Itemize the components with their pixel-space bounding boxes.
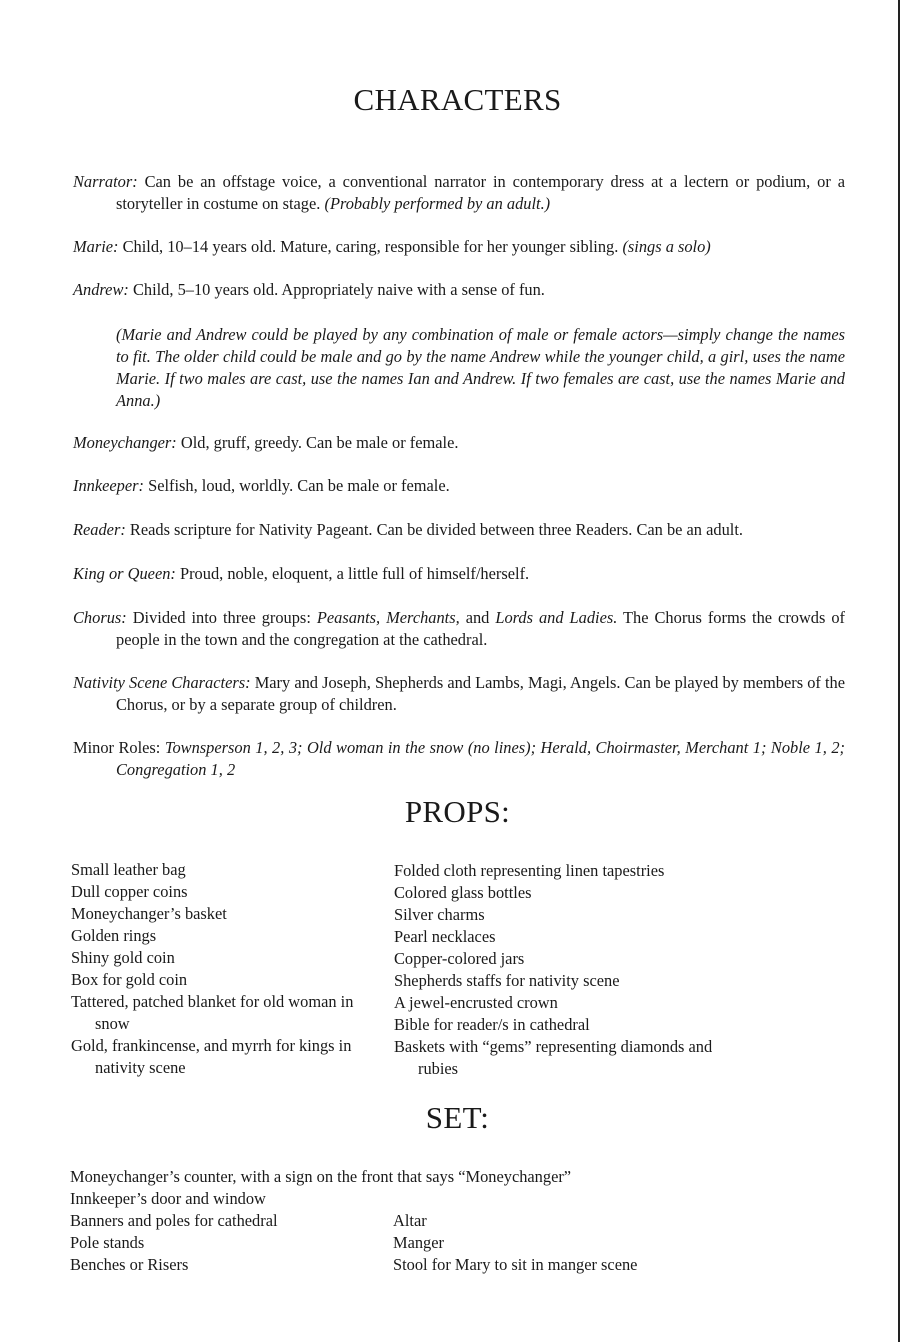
set-list-left [70, 1210, 370, 1276]
role-description: Proud, noble, eloquent, a little full of himself/herself. [175, 564, 530, 584]
role-description: Child, 10–14 years old. Mature, caring, responsible for her younger sibling. [118, 237, 623, 257]
role-name: Marie: [73, 237, 119, 257]
role-name: Nativity Scene Characters: [73, 673, 251, 693]
role-description: Reads scripture for Nativity Pageant. Can be divided between three Readers. Can be an adult. [125, 520, 743, 540]
role-name: Innkeeper: [73, 476, 144, 496]
list-item: Moneychanger’s basket [71, 904, 227, 923]
list-item: Baskets with “gems” representing diamonds and rubies [394, 1037, 713, 1078]
character-reader [73, 519, 845, 541]
role-name: Minor Roles: [73, 738, 161, 758]
list-item: Tattered, patched blanket for old woman in snow [71, 992, 354, 1033]
role-description: Child, 5–10 years old. Appropriately naive with a sense of fun. [128, 280, 545, 300]
list-item: Golden rings [71, 926, 157, 945]
role-description: Old, gruff, greedy. Can be male or female. [176, 433, 459, 453]
character-nativity-scene [73, 672, 845, 716]
role-description: Townsperson 1, 2, 3; Old woman in the snow (no lines); Herald, Choirmaster, Merchant 1; Noble 1, 2; Congregation 1, 2 [116, 738, 845, 780]
list-item: Small leather bag [71, 860, 186, 879]
character-moneychanger [73, 432, 845, 454]
character-andrew [73, 279, 845, 301]
list-item: Stool for Mary to sit in manger scene [393, 1255, 638, 1274]
role-name: Andrew: [73, 280, 129, 300]
list-item: Shiny gold coin [71, 948, 175, 967]
set-heading: SET: [425, 1100, 490, 1135]
role-note: (Probably performed by an adult.) [324, 194, 551, 214]
props-list-right [394, 860, 734, 1080]
list-item: Bible for reader/s in cathedral [394, 1015, 590, 1034]
chorus-group: Lords and Ladies. [495, 608, 618, 628]
list-item: A jewel-encrusted crown [394, 993, 558, 1012]
character-narrator [73, 171, 845, 215]
character-innkeeper [73, 475, 845, 497]
role-name: Reader: [73, 520, 126, 540]
character-king-or-queen [73, 563, 845, 585]
list-item: Colored glass bottles [394, 883, 532, 902]
role-description: The Chorus forms the crowds of people in the town and the congregation at the cathedral. [116, 608, 846, 650]
role-name: King or Queen: [73, 564, 176, 584]
list-item: Silver charms [394, 905, 485, 924]
list-item: Banners and poles for cathedral [70, 1211, 278, 1230]
role-description: Mary and Joseph, Shepherds and Lambs, Magi, Angels. Can be played by members of the Chorus, or by a separate group of children. [116, 673, 845, 715]
list-item: Dull copper coins [71, 882, 188, 901]
list-item: Altar [393, 1211, 427, 1230]
list-item: Folded cloth representing linen tapestries [394, 861, 665, 880]
character-minor-roles [73, 737, 845, 781]
list-item: Pearl necklaces [394, 927, 496, 946]
set-list-right [393, 1210, 733, 1276]
casting-note: (Marie and Andrew could be played by any combination of male or female actors—simply change the names to fit. The older child could be male and go by the name Andrew while the younger child, a girl, uses the name Marie. If two males are cast, use the names Ian and Andrew. If two females are cast, use the names Marie and Anna.) [116, 325, 845, 411]
character-chorus [73, 607, 845, 651]
characters-heading: CHARACTERS [353, 82, 562, 117]
list-item: Manger [393, 1233, 444, 1252]
character-marie [73, 236, 845, 258]
role-description: Selfish, loud, worldly. Can be male or female. [143, 476, 450, 496]
role-description: Can be an offstage voice, a conventional narrator in contemporary dress at a lectern or podium, or a storyteller in costume on stage. [116, 172, 845, 214]
role-name: Moneychanger: [73, 433, 177, 453]
role-description: Divided into three groups: [126, 608, 317, 628]
set-list-full [70, 1166, 710, 1210]
role-name: Chorus: [73, 608, 127, 628]
role-name: Narrator: [73, 172, 138, 192]
list-item: Innkeeper’s door and window [70, 1189, 266, 1208]
role-description: and [459, 608, 496, 628]
list-item: Gold, frankincense, and myrrh for kings in nativity scene [71, 1036, 352, 1077]
role-note: (sings a solo) [622, 237, 711, 257]
props-heading: PROPS: [404, 794, 511, 829]
list-item: Box for gold coin [71, 970, 188, 989]
list-item: Copper-colored jars [394, 949, 525, 968]
chorus-group: Peasants, Merchants, [316, 608, 460, 628]
list-item: Pole stands [70, 1233, 145, 1252]
list-item: Benches or Risers [70, 1255, 189, 1274]
list-item: Shepherds staffs for nativity scene [394, 971, 620, 990]
props-list-left [71, 859, 381, 1079]
list-item: Moneychanger’s counter, with a sign on the front that says “Moneychanger” [70, 1167, 572, 1186]
